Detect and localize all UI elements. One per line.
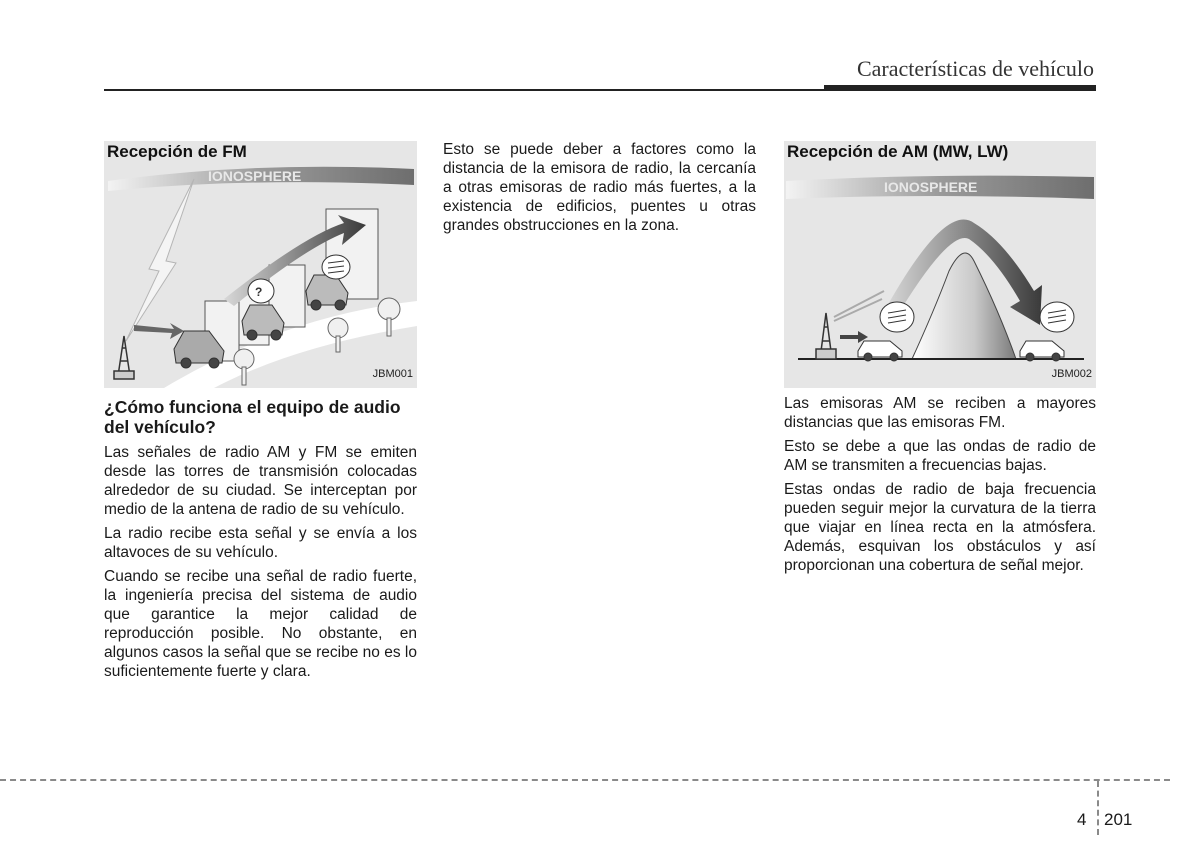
fm-tower-icon	[114, 336, 134, 379]
header-rule-accent	[824, 85, 1096, 91]
paragraph: La radio recibe esta señal y se envía a los altavoces de su vehículo.	[104, 525, 417, 561]
page-number: 201	[1104, 810, 1133, 829]
ionosphere-label: IONOSPHERE	[884, 179, 978, 195]
paragraph: Esto se puede deber a factores como la distancia de la emisora de radio, la cercanía a otras emisoras de radio más fuertes, a la existencia de edificios, puentes u otras grandes obstrucciones en la zona.	[443, 141, 756, 234]
paragraph: Estas ondas de radio de baja frecuencia pueden seguir mejor la curvatura de la tierra que viajar en línea recta en la atmósfera. Además, esquivan los obstáculos y así proporcionan una cobertura de señal mejor.	[784, 481, 1096, 574]
paragraph: Las emisoras AM se reciben a mayores distancias que las emisoras FM.	[784, 395, 1096, 431]
audio-section-heading: ¿Cómo funciona el equipo de audio del vehículo?	[104, 397, 401, 437]
am-reception-figure	[784, 141, 1096, 388]
column-middle	[443, 140, 756, 240]
fm-figure-title: Recepción de FM	[107, 142, 247, 161]
paragraph: Las señales de radio AM y FM se emiten desde las torres de transmisión colocadas alrededor de su ciudad. Se interceptan por medio de la antena de radio de su vehículo.	[104, 444, 417, 518]
signal-arrow	[134, 323, 184, 339]
column-right	[784, 141, 1096, 580]
speech-bubble-question-glyph: ?	[255, 285, 263, 299]
ionosphere-label: IONOSPHERE	[208, 168, 302, 184]
am-tower-icon	[816, 313, 836, 359]
paragraph: Cuando se recibe una señal de radio fuerte, la ingeniería precisa del sistema de audio que garantice la mejor calidad de reproducción posible. No obstante, en algunos casos la señal que se recibe no es lo suficientemente fuerte y clara.	[104, 568, 417, 680]
am-figure-title: Recepción de AM (MW, LW)	[787, 142, 1009, 161]
paragraph: Esto se debe a que las ondas de radio de AM se transmiten a frecuencias bajas.	[784, 438, 1096, 474]
signal-lines	[834, 291, 884, 321]
lightning-signal	[126, 179, 194, 341]
page-header-title: Características de vehículo	[856, 56, 1094, 81]
fm-reception-illustration	[104, 141, 417, 388]
am-reception-illustration	[784, 141, 1096, 388]
footer-divider	[0, 779, 1170, 781]
column-left	[104, 141, 417, 686]
footer-page-divider	[1097, 781, 1099, 835]
fm-reception-figure	[104, 141, 417, 388]
chapter-number: 4	[1077, 810, 1087, 829]
am-figure-code: JBM002	[1051, 368, 1092, 380]
fm-figure-code: JBM001	[372, 368, 413, 380]
